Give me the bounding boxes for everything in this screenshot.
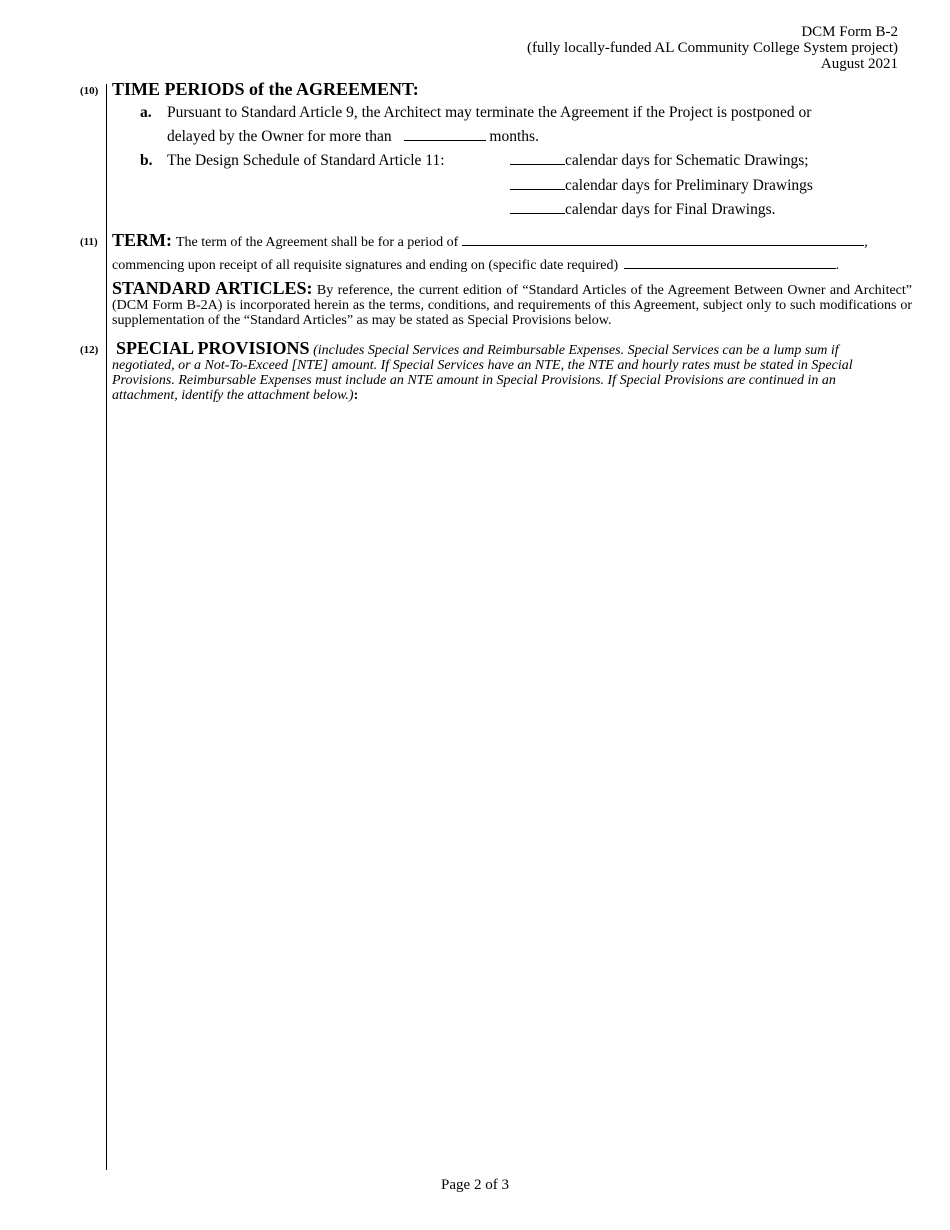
- term-comma: ,: [864, 235, 868, 250]
- special-provisions-note: (includes Special Services and Reimbursable Expenses. Special Services can be a lump sum if negotiated, or a Not-To-Exceed [NTE] amount. If Special Services have an NTE, the NTE and hourly rates must be stated in Special Provisions. Reimbursable Expenses must include an NTE amount in Special Provisions. If Special Provisions are continued in an attachment, identify the attachment below.): [112, 343, 853, 403]
- term-period: .: [835, 258, 840, 273]
- form-date: August 2021: [820, 56, 898, 72]
- form-header: [527, 24, 898, 72]
- item-a-months-label: months.: [489, 128, 539, 145]
- section-12-number: (12): [80, 344, 99, 356]
- item-a-line2: [167, 128, 539, 146]
- section-11-number: (11): [80, 236, 98, 248]
- section-10-number: (10): [80, 85, 99, 97]
- preliminary-label: calendar days for Preliminary Drawings: [565, 177, 813, 194]
- schematic-label: calendar days for Schematic Drawings;: [565, 152, 809, 169]
- standard-articles-text: By reference, the current edition of “Standard Articles of the Agreement Between Owner and Architect” (DCM Form B-2A) is incorporated herein as the terms, conditions, and requirements of this Agreement, subject only to such modifications or supplementation of the “Standard Articles” as may be stated as Special Provisions below.: [112, 283, 912, 328]
- item-a-line2-text: delayed by the Owner for more than: [167, 128, 392, 145]
- special-provisions-entry-area[interactable]: [112, 410, 912, 1160]
- item-a-line1: Pursuant to Standard Article 9, the Architect may terminate the Agreement if the Project is postponed or: [167, 104, 812, 121]
- term-ending-text: commencing upon receipt of all requisite signatures and ending on (specific date required): [112, 258, 619, 273]
- term-title: TERM:: [112, 230, 172, 250]
- special-provisions-paragraph: [112, 338, 902, 403]
- preliminary-days-field[interactable]: [510, 189, 565, 190]
- final-label: calendar days for Final Drawings.: [565, 201, 776, 218]
- end-date-field[interactable]: [624, 268, 836, 269]
- term-period-field[interactable]: [462, 245, 864, 246]
- term-text: The term of the Agreement shall be for a period of: [176, 235, 459, 250]
- schedule-schematic: [510, 152, 809, 170]
- term-line-1: [112, 230, 868, 251]
- item-b-text: The Design Schedule of Standard Article 11:: [167, 152, 445, 169]
- project-type: (fully locally-funded AL Community College System project): [526, 40, 898, 56]
- term-line-2: [112, 258, 839, 274]
- left-margin-rule: [106, 84, 107, 1170]
- special-provisions-colon: :: [353, 388, 359, 403]
- item-b-marker: b.: [140, 152, 153, 169]
- special-provisions-title: SPECIAL PROVISIONS: [116, 338, 310, 358]
- standard-articles-paragraph: [112, 278, 912, 328]
- form-id: DCM Form B-2: [801, 24, 898, 40]
- page-number: Page 2 of 3: [441, 1177, 509, 1193]
- schedule-preliminary: [510, 177, 813, 195]
- schematic-days-field[interactable]: [510, 164, 565, 165]
- months-field[interactable]: [404, 140, 486, 141]
- section-10-title: TIME PERIODS of the AGREEMENT:: [112, 79, 419, 99]
- item-a-marker: a.: [140, 104, 152, 121]
- final-days-field[interactable]: [510, 213, 565, 214]
- schedule-final: [510, 201, 775, 219]
- standard-articles-title: STANDARD ARTICLES:: [112, 278, 313, 298]
